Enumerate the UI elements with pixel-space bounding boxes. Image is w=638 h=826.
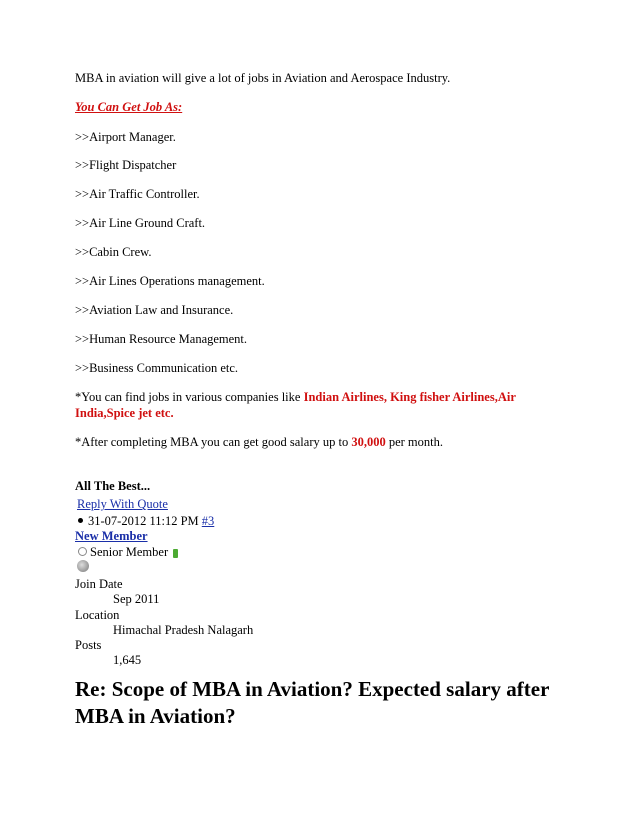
salary-suffix: per month. <box>385 435 444 449</box>
avatar <box>77 560 89 572</box>
job-item: >>Air Line Ground Craft. <box>75 216 206 230</box>
user-rank <box>75 544 178 560</box>
user-rank-label: Senior Member <box>90 545 169 559</box>
join-date-value: Sep 2011 <box>113 592 160 606</box>
join-date-label: Join Date <box>75 577 123 591</box>
signoff-text: All The Best... <box>75 479 151 493</box>
location-value: Himachal Pradesh Nalagarh <box>113 623 254 637</box>
username-link[interactable]: New Member <box>75 529 148 543</box>
job-item: >>Air Lines Operations management. <box>75 274 265 288</box>
posts-value: 1,645 <box>113 653 142 667</box>
job-item: >>Human Resource Management. <box>75 332 248 346</box>
job-item: >>Flight Dispatcher <box>75 158 177 172</box>
companies-list-part-2: India,Spice jet etc. <box>75 406 174 420</box>
post-meta <box>75 513 214 529</box>
job-subheading: You Can Get Job As: <box>75 100 183 114</box>
post-title: Re: Scope of MBA in Aviation? Expected salary after MBA in Aviation? <box>75 677 550 728</box>
salary-prefix: *After completing MBA you can get good salary up to <box>75 435 352 449</box>
job-item: >>Aviation Law and Insurance. <box>75 303 234 317</box>
companies-line-1 <box>75 389 516 405</box>
companies-prefix: *You can find jobs in various companies like <box>75 390 304 404</box>
companies-list-part-1: Indian Airlines, King fisher Airlines,Air <box>303 390 516 404</box>
online-status-icon <box>173 549 178 558</box>
job-item: >>Air Traffic Controller. <box>75 187 200 201</box>
reply-with-quote-link[interactable]: Reply With Quote <box>77 497 168 511</box>
job-item: >>Business Communication etc. <box>75 361 239 375</box>
job-item: >>Airport Manager. <box>75 130 176 144</box>
post-number-link[interactable]: #3 <box>201 514 215 528</box>
intro-text: MBA in aviation will give a lot of jobs in Aviation and Aerospace Industry. <box>75 71 451 85</box>
post-datetime: 31-07-2012 11:12 PM <box>88 514 202 528</box>
rank-star-icon <box>78 547 87 556</box>
job-item: >>Cabin Crew. <box>75 245 152 259</box>
salary-text <box>75 434 443 450</box>
bullet-icon <box>78 518 83 523</box>
posts-label: Posts <box>75 638 102 652</box>
location-label: Location <box>75 608 120 622</box>
salary-amount: 30,000 <box>351 435 386 449</box>
